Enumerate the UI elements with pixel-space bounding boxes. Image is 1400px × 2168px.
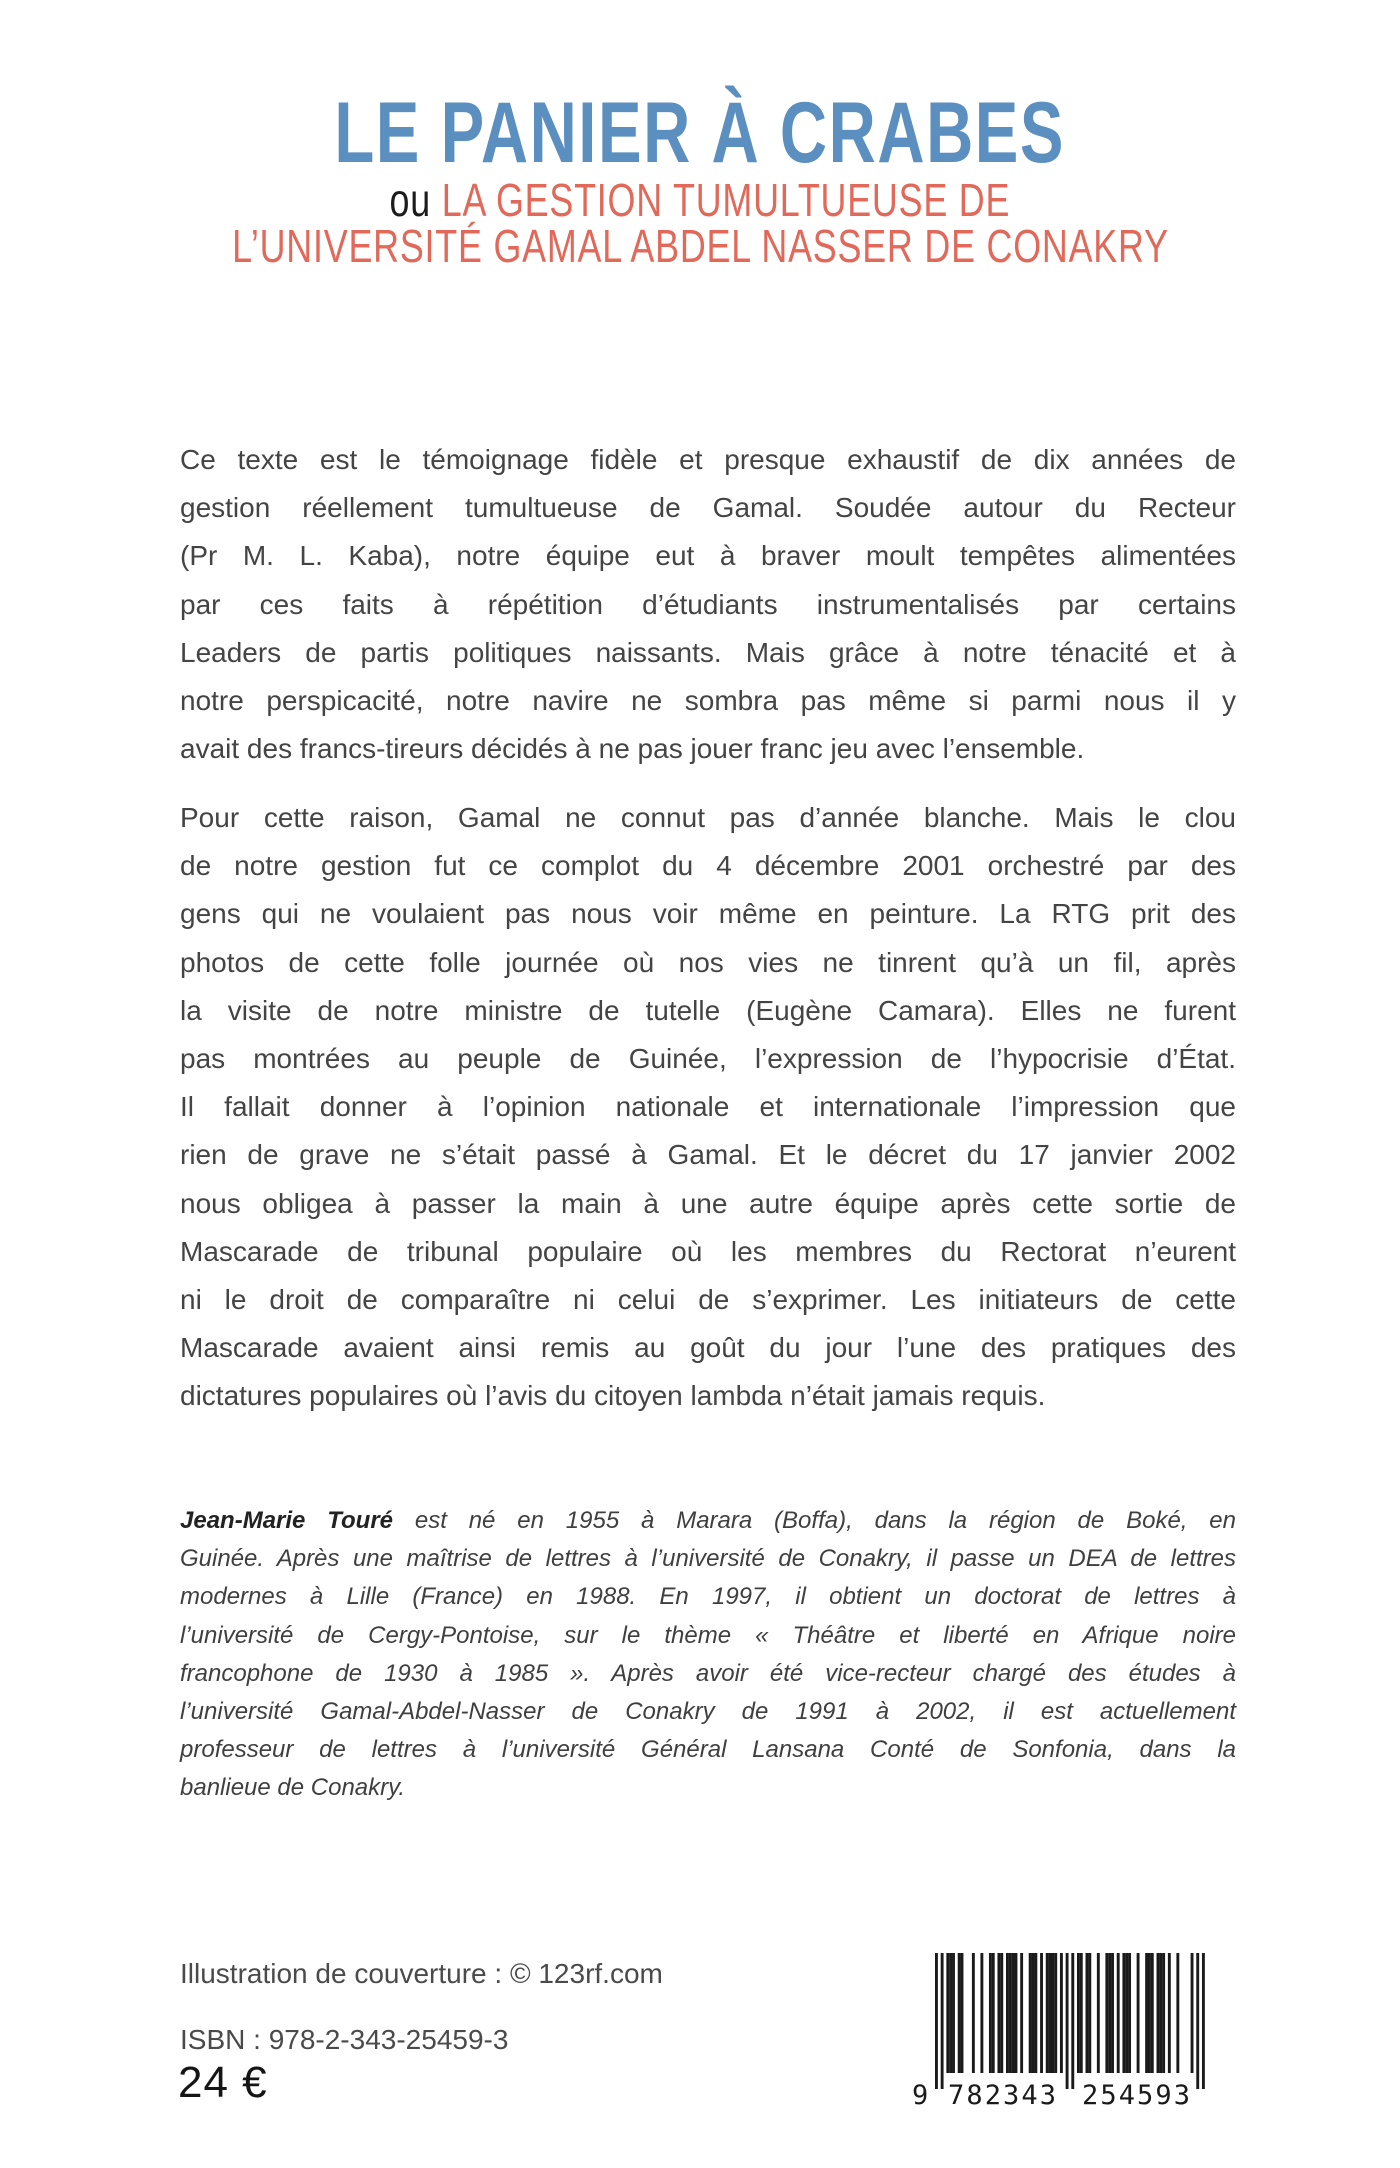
synopsis-paragraph-1: [180, 436, 1236, 773]
svg-text:782343: 782343: [948, 2080, 1056, 2107]
author-name: Jean-Marie Touré: [180, 1507, 394, 1534]
book-title: [0, 85, 1400, 181]
synopsis-line: gens qui ne voulaient pas nous voir même en peinture. La RTG prit des: [180, 898, 1236, 930]
synopsis-line: Pour cette raison, Gamal ne connut pas d’année blanche. Mais le clou: [180, 802, 1236, 833]
bio-line: banlieue de Conakry.: [180, 1774, 406, 1802]
ean13-barcode: [908, 1953, 1208, 2107]
bio-line: professeur de lettres à l’université Général Lansana Conté de Sonfonia, dans la: [180, 1736, 1236, 1764]
bio-line: modernes à Lille (France) en 1988. En 1997, il obtient un doctorat de lettres à: [180, 1583, 1236, 1611]
synopsis-paragraph-2: [180, 794, 1236, 1421]
bio-line1-rest: est né en 1955 à Marara (Boffa), dans la région de Boké, en: [393, 1507, 1236, 1534]
synopsis-line: (Pr M. L. Kaba), notre équipe eut à braver moult tempêtes alimentées: [180, 540, 1236, 572]
synopsis-line: nous obligea à passer la main à une autre équipe après cette sortie de: [180, 1187, 1236, 1219]
synopsis-line: Il fallait donner à l’opinion nationale et internationale l’impression que: [180, 1091, 1236, 1123]
synopsis-line: Mascarade de tribunal populaire où les membres du Rectorat n’eurent: [180, 1235, 1236, 1267]
isbn-number: ISBN : 978-2-343-25459-3: [180, 2024, 509, 2055]
synopsis-line: pas montrées au peuple de Guinée, l’expression de l’hypocrisie d’État.: [180, 1043, 1236, 1075]
subtitle-prefix: ou: [389, 174, 432, 226]
synopsis-line: la visite de notre ministre de tutelle (Eugène Camara). Elles ne furent: [180, 994, 1236, 1026]
book-subtitle: [0, 174, 1400, 272]
cover-illustration-credit: Illustration de couverture : © 123rf.com: [180, 1958, 663, 1989]
synopsis-line: notre perspicacité, notre navire ne sombra pas même si parmi nous il y: [180, 685, 1236, 717]
synopsis-line: par ces faits à répétition d’étudiants instrumentalisés par certains: [180, 588, 1236, 620]
synopsis-line: avait des francs-tireurs décidés à ne pas jouer franc jeu avec l’ensemble.: [180, 733, 1085, 765]
bio-line: [180, 1502, 1236, 1540]
synopsis-line: Ce texte est le témoignage fidèle et presque exhaustif de dix années de: [180, 444, 1236, 475]
bio-line: l’université Gamal-Abdel-Nasser de Conakry de 1991 à 2002, il est actuellement: [180, 1698, 1236, 1726]
synopsis-line: ni le droit de comparaître ni celui de s’exprimer. Les initiateurs de cette: [180, 1284, 1236, 1316]
synopsis-line: rien de grave ne s’était passé à Gamal. Et le décret du 17 janvier 2002: [180, 1139, 1236, 1171]
synopsis-line: de notre gestion fut ce complot du 4 décembre 2001 orchestré par des: [180, 850, 1236, 882]
book-title-text: LE PANIER À CRABES: [334, 85, 1066, 181]
svg-text:9: 9: [912, 2080, 929, 2107]
bio-line: l’université de Cergy-Pontoise, sur le thème « Théâtre et liberté en Afrique noire: [180, 1621, 1236, 1649]
price: 24 €: [178, 2058, 268, 2107]
author-bio: [180, 1502, 1236, 1808]
synopsis-line: photos de cette folle journée où nos vies ne tinrent qu’à un fil, après: [180, 946, 1236, 978]
bio-line: Guinée. Après une maîtrise de lettres à l’université de Conakry, il passe un DEA de lettres: [180, 1545, 1236, 1573]
synopsis-line: gestion réellement tumultueuse de Gamal. Soudée autour du Recteur: [180, 492, 1236, 524]
synopsis-line: Leaders de partis politiques naissants. Mais grâce à notre ténacité et à: [180, 636, 1236, 668]
svg-text:254593: 254593: [1082, 2080, 1190, 2107]
subtitle-line1: LA GESTION TUMULTUEUSE DE: [441, 174, 1011, 226]
synopsis-line: Mascarade avaient ainsi remis au goût du jour l’une des pratiques des: [180, 1332, 1236, 1364]
synopsis-line: dictatures populaires où l’avis du citoyen lambda n’était jamais requis.: [180, 1380, 1046, 1412]
bio-line: francophone de 1930 à 1985 ». Après avoir été vice-recteur chargé des études à: [180, 1659, 1236, 1687]
subtitle-line2: L’UNIVERSITÉ GAMAL ABDEL NASSER DE CONAKRY: [231, 220, 1169, 272]
